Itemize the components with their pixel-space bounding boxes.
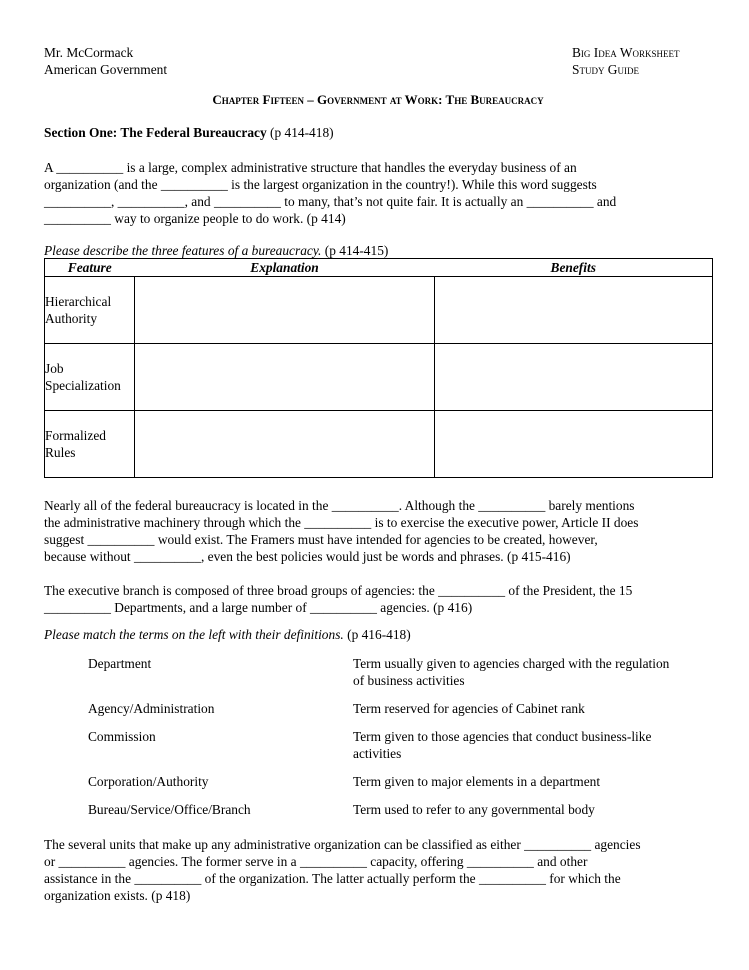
- paragraph-line: suggest __________ would exist. The Framers must have intended for agencies to be created, however,: [44, 532, 598, 547]
- feature-label: Authority: [45, 311, 98, 326]
- match-prompt-pages: (p 416-418): [343, 627, 411, 642]
- header-explanation: Explanation: [135, 259, 435, 277]
- feature-cell: [45, 277, 135, 344]
- section-heading-text: Section One: The Federal Bureaucracy: [44, 125, 267, 140]
- paragraph-line: A __________ is a large, complex administrative structure that handles the everyday business of an: [44, 160, 577, 175]
- paragraph-federal-location: [44, 497, 712, 565]
- chapter-title: Chapter Fifteen – Government at Work: The Bureaucracy: [212, 92, 544, 107]
- paragraph-line: organization exists. (p 418): [44, 888, 191, 903]
- paragraph-line: The several units that make up any administrative organization can be classified as either __________ agencies: [44, 837, 641, 852]
- section-one-heading: [44, 124, 712, 141]
- paragraph-line: __________ Departments, and a large number of __________ agencies. (p 416): [44, 600, 473, 615]
- match-prompt: [44, 626, 712, 643]
- paragraph-executive-groups: [44, 582, 712, 616]
- explanation-answer-cell[interactable]: [135, 411, 435, 478]
- teacher-name: Mr. McCormack: [44, 45, 134, 60]
- paragraph-line: __________, __________, and __________ to many, that’s not quite fair. It is actually an __________ and: [44, 194, 617, 209]
- paragraph-line: the administrative machinery through which the __________ is to exercise the executive power, Article II does: [44, 515, 639, 530]
- explanation-answer-cell[interactable]: [135, 277, 435, 344]
- paragraph-bureaucracy-definition: [44, 159, 712, 227]
- benefits-answer-cell[interactable]: [435, 344, 713, 411]
- header-left: [44, 44, 167, 78]
- section-pages: (p 414-418): [266, 125, 334, 140]
- table-row: [45, 277, 713, 344]
- table-row: [45, 344, 713, 411]
- match-prompt-text: Please match the terms on the left with their definitions.: [44, 627, 344, 642]
- definition-line: Term given to those agencies that conduct business-like: [353, 729, 652, 744]
- definition-line: of business activities: [353, 673, 465, 688]
- match-definition: [353, 773, 713, 790]
- paragraph-line: because without __________, even the best policies would just be words and phrases. (p 415-416): [44, 549, 571, 564]
- paragraph-line: __________ way to organize people to do work. (p 414): [44, 211, 346, 226]
- match-term: Department: [88, 656, 152, 671]
- table-prompt-pages: (p 414-415): [321, 243, 389, 258]
- paragraph-line: Nearly all of the federal bureaucracy is located in the __________. Although the __________ barely mentions: [44, 498, 635, 513]
- definition-line: Term reserved for agencies of Cabinet rank: [353, 701, 585, 716]
- paragraph-line: or __________ agencies. The former serve in a __________ capacity, offering __________ and other: [44, 854, 588, 869]
- worksheet-type: Big Idea Worksheet: [572, 45, 680, 60]
- features-table: [44, 258, 713, 478]
- features-table-header: [45, 259, 713, 277]
- feature-label: Formalized: [45, 428, 106, 443]
- header-feature: Feature: [45, 259, 135, 277]
- match-definition: [353, 655, 713, 689]
- feature-label: Rules: [45, 445, 76, 460]
- definition-line: Term given to major elements in a department: [353, 774, 601, 789]
- header-benefits: Benefits: [435, 259, 713, 277]
- feature-label: Hierarchical: [45, 294, 112, 309]
- worksheet-subtype: Study Guide: [572, 62, 639, 77]
- benefits-answer-cell[interactable]: [435, 411, 713, 478]
- match-definition: [353, 728, 713, 762]
- table-prompt-text: Please describe the three features of a bureaucracy.: [44, 243, 322, 258]
- feature-label: Job: [45, 361, 64, 376]
- feature-label: Specialization: [45, 378, 121, 393]
- paragraph-agency-types: [44, 836, 712, 904]
- explanation-answer-cell[interactable]: [135, 344, 435, 411]
- paragraph-line: organization (and the __________ is the largest organization in the country!). While this word suggests: [44, 177, 597, 192]
- match-term: Corporation/Authority: [88, 774, 209, 789]
- table-prompt: [44, 242, 712, 259]
- feature-cell: [45, 344, 135, 411]
- match-term: Bureau/Service/Office/Branch: [88, 802, 251, 817]
- table-row: [45, 411, 713, 478]
- paragraph-line: assistance in the __________ of the organization. The latter actually perform the __________ for which the: [44, 871, 621, 886]
- definition-line: activities: [353, 746, 402, 761]
- benefits-answer-cell[interactable]: [435, 277, 713, 344]
- course-name: American Government: [44, 62, 168, 77]
- definition-line: Term usually given to agencies charged with the regulation: [353, 656, 670, 671]
- match-term: Agency/Administration: [88, 701, 215, 716]
- match-definition: [353, 700, 713, 717]
- match-term: Commission: [88, 729, 156, 744]
- feature-cell: [45, 411, 135, 478]
- paragraph-line: The executive branch is composed of three broad groups of agencies: the __________ of the President, the 15: [44, 583, 633, 598]
- header-right: [572, 44, 679, 78]
- match-definition: [353, 801, 713, 818]
- definition-line: Term used to refer to any governmental body: [353, 802, 595, 817]
